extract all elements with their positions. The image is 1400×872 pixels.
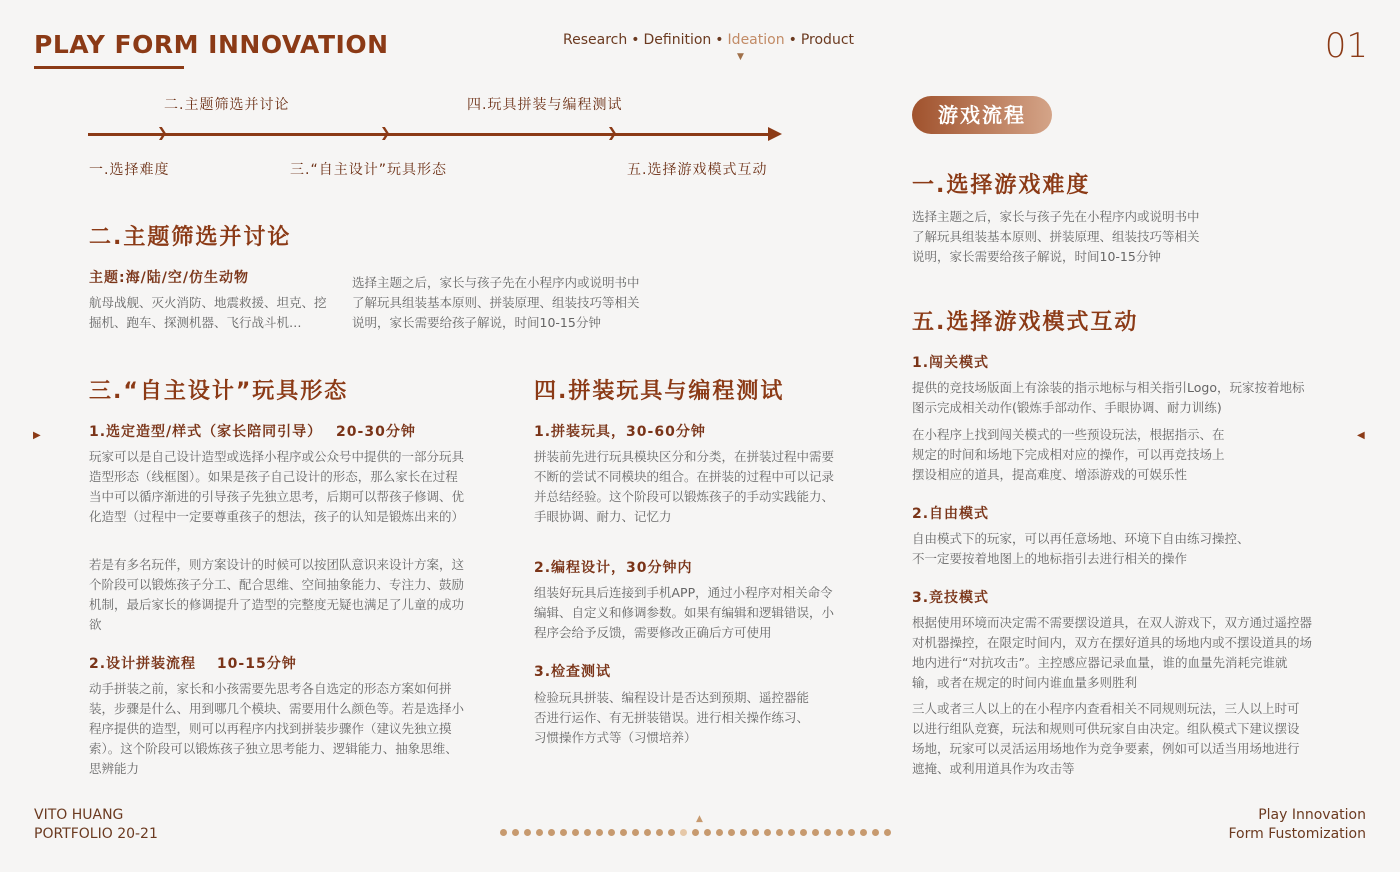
page-dot[interactable] [800,829,807,836]
nav-sep: • [788,32,797,48]
section4-title: 四.拼装玩具与编程测试 [534,379,785,404]
page-dot[interactable] [824,829,831,836]
section3-p3: 动手拼装之前，家长和小孩需要先思考各自选定的形态方案如何拼装，步骤是什么、用到哪几个模块、需要用什么颜色等。若是选择小程序提供的造型，则可以再程序内找到拼装步骤作（建议先独立摸索）。这个阶段可以锻炼孩子独立思考能力、逻辑能力、抽象思维、思辨能力 [89,681,465,776]
next-page-arrow-icon[interactable]: ◀ [1357,430,1365,441]
page-dot[interactable] [560,829,567,836]
mode1-title: 1.闯关模式 [912,355,990,371]
page-indicator-dots [500,829,891,836]
timeline-bottom-label-1: 一.选择难度 [89,162,170,178]
page-dot[interactable] [716,829,723,836]
section3-title: 三.“自主设计”玩具形态 [89,379,349,404]
page-dot[interactable] [752,829,759,836]
timeline-line [88,133,776,136]
section2-list: 航母战舰、灭火消防、地震救援、坦克、挖掘机、跑车、探测机器、飞行战斗机… [89,295,327,330]
timeline-arrowhead-icon [768,127,782,141]
page-dot[interactable] [848,829,855,836]
nav-ideation[interactable]: Ideation [727,32,785,48]
game-flow-pill: 游戏流程 [912,96,1052,134]
nav-definition[interactable]: Definition [643,32,712,48]
page-dot[interactable] [692,829,699,836]
section4-sub3: 3.检查测试 [534,664,612,680]
timeline-chevron-icon: ❯ [380,126,391,141]
section3-sub2: 2.设计拼装流程 10-15分钟 [89,656,297,672]
page-dot[interactable] [884,829,891,836]
section2-desc: 选择主题之后，家长与孩子先在小程序内或说明书中了解玩具组装基本原则、拼装原理、组装技巧等相关说明，家长需要给孩子解说，时间10-15分钟 [352,275,640,330]
timeline-top-label-2: 四.玩具拼装与编程测试 [467,97,623,113]
breadcrumb-nav [563,32,854,48]
section4-p2: 组装好玩具后连接到手机APP，通过小程序对相关命令编辑、自定义和修调参数。如果有编辑和逻辑错误，小程序会给予反馈，需要修改正确后方可使用 [534,585,835,640]
nav-product[interactable]: Product [800,32,854,48]
page-dot[interactable] [728,829,735,836]
nav-sep: • [715,32,724,48]
page-dot[interactable] [812,829,819,836]
footer-subtitle: Form Fustomization [1228,826,1366,842]
section4-sub2: 2.编程设计，30分钟内 [534,560,693,576]
brand-underline [34,66,184,69]
page-dot[interactable] [536,829,543,836]
page-dot[interactable] [500,829,507,836]
page-dot[interactable] [596,829,603,836]
footer-author: VITO HUANG [34,807,124,823]
page-dot[interactable] [668,829,675,836]
mode3-p1: 根据使用环境而决定需不需要摆设道具，在双人游戏下，双方通过遥控器对机器操控，在限定时间内，双方在摆好道具的场地内或不摆设道具的场地内进行“对抗攻击”。主控感应器记录血量，谁的血量先消耗完谁就输，或者在规定的时间内谁血量多则胜利 [912,615,1313,690]
mode2-title: 2.自由模式 [912,506,990,522]
section2-subtitle: 主题:海/陆/空/仿生动物 [89,270,249,286]
timeline-chevron-icon: ❯ [607,126,618,141]
mode2-p: 自由模式下的玩家，可以再任意场地、环境下自由练习操控、不一定要按着地图上的地标指引去进行相关的操作 [912,531,1250,566]
page-dot[interactable] [704,829,711,836]
right-s5-title: 五.选择游戏模式互动 [912,310,1139,335]
nav-sep: • [631,32,640,48]
page-dot[interactable] [584,829,591,836]
page-dot[interactable] [788,829,795,836]
mode3-p2: 三人或者三人以上的在小程序内查看相关不同规则玩法，三人以上时可以进行组队竞赛，玩法和规则可供玩家自由决定。组队模式下建议摆设场地，玩家可以灵活运用场地作为竞争要素，例如可以适当用场地进行遮掩、或利用道具作为攻击等 [912,701,1300,776]
section3-p1: 玩家可以是自己设计造型或选择小程序或公众号中提供的一部分玩具造型形态（线框图）。如果是孩子自己设计的形态，那么家长在过程当中可以循序渐进的引导孩子先独立思考，后期可以帮孩子修调、优化造型（过程中一定要尊重孩子的想法，孩子的认知是锻炼出来的） [89,449,465,524]
section2-title: 二.主题筛选并讨论 [89,225,292,250]
page-dot[interactable] [512,829,519,836]
brand-title: PLAY FORM INNOVATION [34,30,389,59]
nav-research[interactable]: Research [563,32,628,48]
mode3-title: 3.竞技模式 [912,590,990,606]
right-s1-desc: 选择主题之后，家长与孩子先在小程序内或说明书中了解玩具组装基本原则、拼装原理、组装技巧等相关说明，家长需要给孩子解说，时间10-15分钟 [912,209,1200,264]
section3-p2: 若是有多名玩伴，则方案设计的时候可以按团队意识来设计方案，这个阶段可以锻炼孩子分工、配合思维、空间抽象能力、专注力、鼓励机制，最后家长的修调提升了造型的完整度无疑也满足了儿童的成功欲 [89,557,465,632]
mode1-p2: 在小程序上找到闯关模式的一些预设玩法，根据指示、在规定的时间和场地下完成相对应的操作，可以再竞技场上摆设相应的道具，提高难度、增添游戏的可娱乐性 [912,427,1225,482]
page-dot-active[interactable] [680,829,687,836]
page-dot[interactable] [644,829,651,836]
page-dot[interactable] [740,829,747,836]
timeline-top-label-1: 二.主题筛选并讨论 [164,97,290,113]
section3-sub1: 1.选定造型/样式（家长陪同引导） 20-30分钟 [89,424,416,440]
page-dot[interactable] [656,829,663,836]
page-dot[interactable] [608,829,615,836]
footer-right [1229,806,1367,844]
page-dot[interactable] [572,829,579,836]
page-dot[interactable] [836,829,843,836]
page-dot[interactable] [860,829,867,836]
section4-sub1: 1.拼装玩具，30-60分钟 [534,424,706,440]
right-s1-title: 一.选择游戏难度 [912,173,1091,198]
timeline-bottom-label-5: 五.选择游戏模式互动 [627,162,768,178]
timeline-bottom-label-3: 三.“自主设计”玩具形态 [290,162,447,178]
page-dot[interactable] [548,829,555,836]
prev-page-arrow-icon[interactable]: ▶ [33,430,41,441]
timeline-chevron-icon: ❯ [157,126,168,141]
section4-p1: 拼装前先进行玩具模块区分和分类，在拼装过程中需要不断的尝试不同模块的组合。在拼装的过程中可以记录并总结经验。这个阶段可以锻炼孩子的手动实践能力、手眼协调、耐力、记忆力 [534,449,835,524]
section4-p3: 检验玩具拼装、编程设计是否达到预期、遥控器能否进行运作、有无拼装错误。进行相关操作练习、习惯操作方式等（习惯培养） [534,690,810,745]
footer-portfolio: PORTFOLIO 20-21 [34,826,158,842]
page-dot[interactable] [872,829,879,836]
nav-caret-down-icon: ▼ [737,52,744,62]
page-dot[interactable] [632,829,639,836]
page-dot[interactable] [776,829,783,836]
footer-left [34,806,158,844]
page-dot[interactable] [764,829,771,836]
page-dot[interactable] [620,829,627,836]
page-indicator-caret-icon: ▲ [696,814,703,824]
page-number: 01 [1324,26,1368,66]
page-dot[interactable] [524,829,531,836]
mode1-p1: 提供的竞技场版面上有涂装的指示地标与相关指引Logo，玩家按着地标图示完成相关动作(锻炼手部动作、手眼协调、耐力训练) [912,380,1305,415]
footer-project: Play Innovation [1258,807,1366,823]
